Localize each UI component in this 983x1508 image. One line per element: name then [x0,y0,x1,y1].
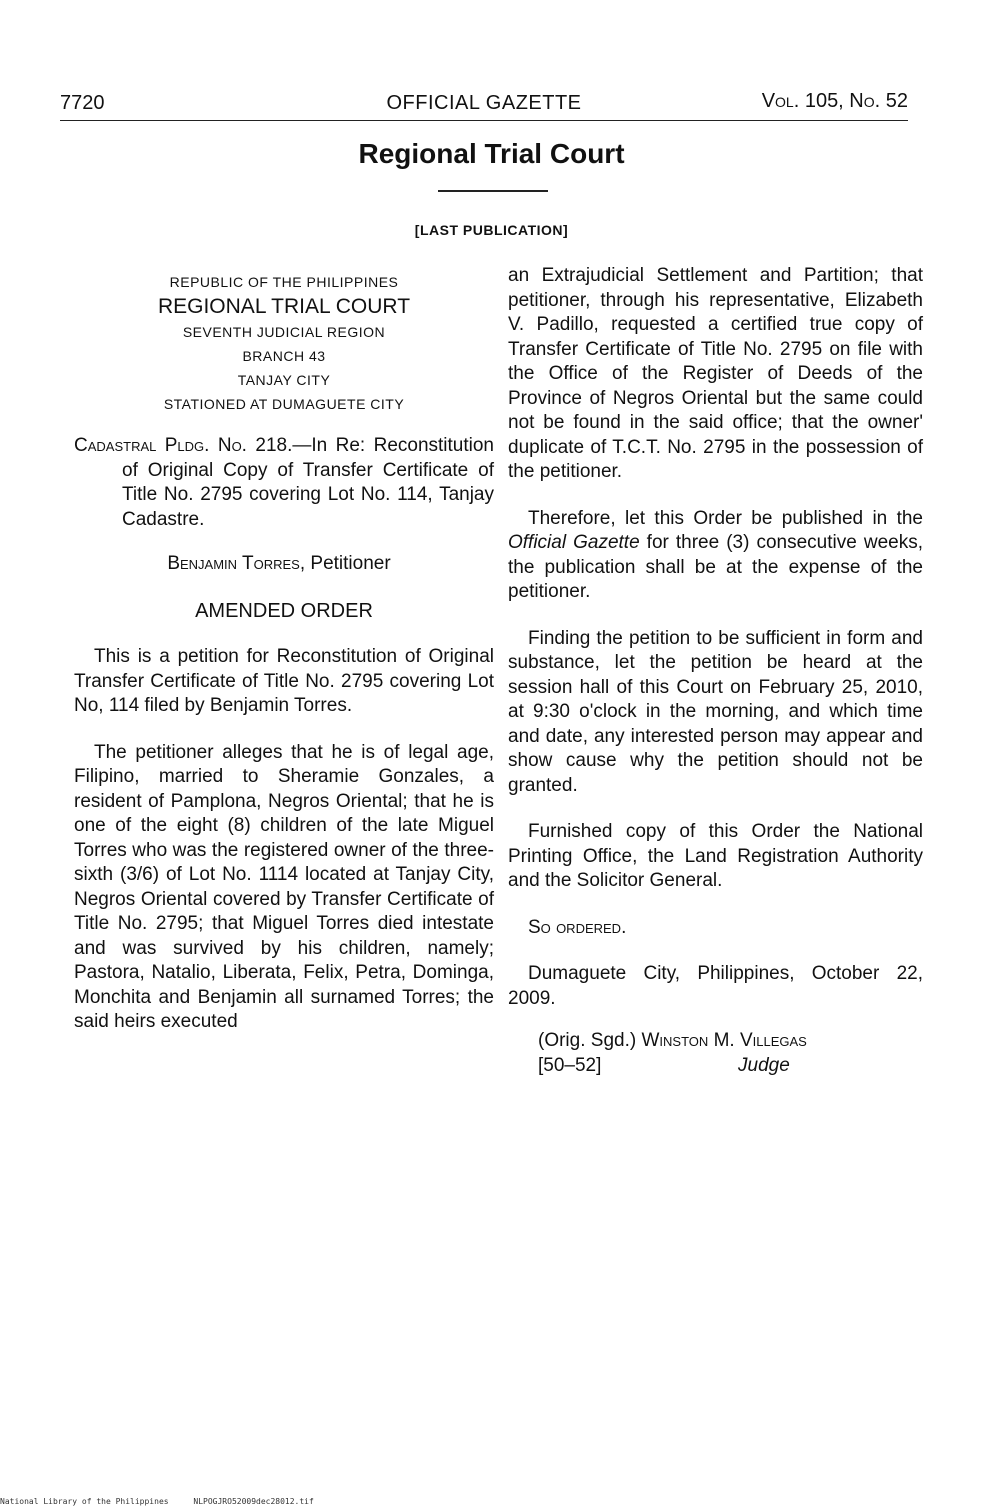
volume-issue: Vol. 105, No. 52 [761,90,908,112]
date-place: Dumaguete City, Philippines, October 22, 2009. [508,963,923,1009]
publication-notice: [LAST PUBLICATION] [414,222,569,238]
so-ordered: So ordered. [528,916,627,938]
case-caption [74,434,494,532]
publication-order-text: Therefore, let this Order be published in the [528,507,923,529]
petitioner-role: , Petitioner [299,553,391,574]
page-number: 7720 [60,92,105,114]
hearing-paragraph: Finding the petition to be sufficient in form and substance, let the petition be heard at the session hall of this Court on February 25, 2010, at 9:30 o'clock in the morning, and which time and date, any interested person may appear and show cause why the petition should not be granted. [508,627,923,796]
scan-footer [0,1497,334,1506]
city-line: TANJAY CITY [237,372,331,388]
allegations-paragraph: The petitioner alleges that he is of legal age, Filipino, married to Sheramie Gonzales, a resident of Pamplona, Negros Oriental; that he is one of the eight (8) children of the late Miguel Torres who was the registered owner of the three-sixth (3/6) of Lot No. 1114 located at Tanjay City, Negros Oriental covered by Transfer Certificate of Title No. 2795; that Miguel Torres died intestate and was survived by his children, namely; Pastora, Natalio, Liberata, Felix, Petra, Dominga, Monchita and Benjamin all surnamed Torres; the said heirs executed [74,741,494,1032]
right-column [508,264,923,1079]
publication-order-text-end: for three (3) consecutive weeks, the publication shall be at the expense of the petitioner. [508,532,923,602]
petition-paragraph: This is a petition for Reconstitution of Original Transfer Certificate of Title No. 2795 covering Lot No, 114 filed by Benjamin Torres. [74,646,494,716]
gazette-name: Official Gazette [508,532,640,553]
judge-title: Judge [738,1054,790,1076]
signature-block [508,1029,923,1079]
continuation-paragraph: an Extrajudicial Settlement and Partition; that petitioner, through his representative, Elizabeth V. Padillo, requested a certified true copy of Transfer Certificate of Title No. 2795 on file with the Office of the Register of Deeds of the Province of Negros Oriental but the same could not be found in the said office; that the owner' duplicate of T.C.T. No. 2795 in the possession of the petitioner. [508,265,923,482]
order-title: AMENDED ORDER [195,599,373,622]
furnished-paragraph: Furnished copy of this Order the National Printing Office, the Land Registration Authority and the Solicitor General. [508,821,923,891]
issue-numbers: [50–52] [538,1054,602,1076]
judge-name: Winston M. Villegas [641,1030,807,1051]
case-number: Cadastral Pldg. No. 218. [74,435,293,456]
petitioner-line [64,552,494,577]
case-caption-text: —In Re: Reconstitution of Original Copy of Transfer Certificate of Title No. 2795 covering Lot No. 114, Tanjay Cadastre. [122,435,494,530]
running-head [60,90,908,121]
publication-order-paragraph [508,507,923,605]
station-line: STATIONED AT DUMAGUETE CITY [163,396,405,412]
court-heading [144,270,424,416]
title-divider [438,190,548,192]
region-line: SEVENTH JUDICIAL REGION [182,324,386,340]
scan-filename: NLPOGJRO52009dec28012.tif [193,1497,314,1506]
left-column [74,270,494,1035]
section-title: Regional Trial Court [358,138,625,169]
republic-line: REPUBLIC OF THE PHILIPPINES [169,274,399,290]
branch-line: BRANCH 43 [242,348,326,364]
signature-prefix: (Orig. Sgd.) [538,1030,642,1051]
signature-line [538,1029,923,1054]
library-name: National Library of the Philippines [0,1497,169,1506]
court-name: REGIONAL TRIAL COURT [157,295,411,318]
publication-name: OFFICIAL GAZETTE [386,92,582,114]
signature-row [538,1054,923,1079]
petitioner-name: Benjamin Torres [167,553,300,574]
